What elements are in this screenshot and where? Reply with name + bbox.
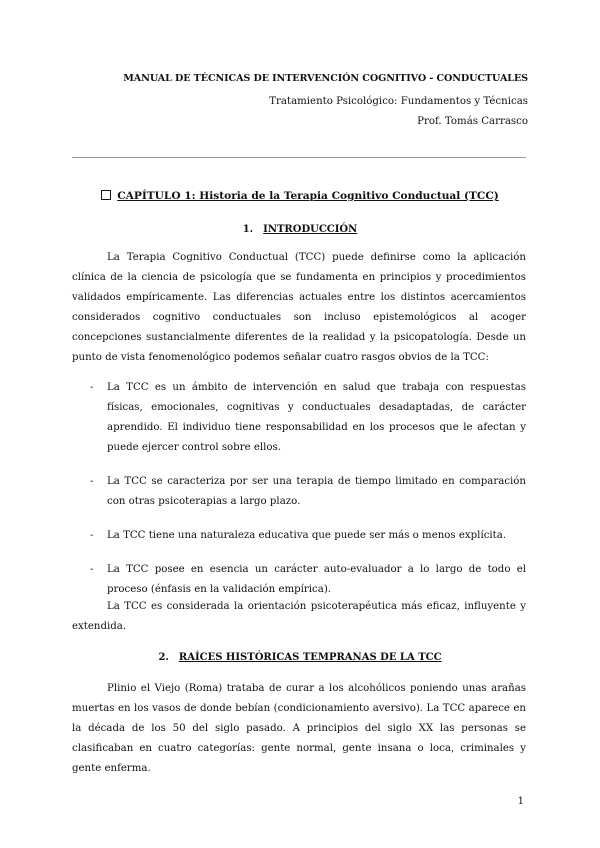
list-item-text: La TCC se caracteriza por ser una terapia de tiempo limitado en comparación con otras psicoterapias a largo plazo. xyxy=(107,476,526,507)
section-title: RAÍCES HISTÓRICAS TEMPRANAS DE LA TCC xyxy=(178,652,442,663)
dash-bullet-icon: - xyxy=(90,564,94,575)
intro-paragraph: La Terapia Cognitivo Conductual (TCC) puede definirse como la aplicación clínica de la ciencia de psicología que se fundamenta en principios y procedimientos validados empíricamente. Las diferencias actuales entre los distintos acercamientos considerados cognitivo conductuales son incluso epistemológicos al acoger concepciones sustancialmente diferentes de la realidad y la psicopatología. Desde un punto de vista fenomenológico podemos señalar cuatro rasgos obvios de la TCC: xyxy=(72,252,526,363)
history-paragraph: Plinio el Viejo (Roma) trataba de curar a los alcohólicos poniendo unas arañas muertas en los vasos de donde bebían (condicionamiento aversivo). La TCC aparece en la década de los 50 del siglo pasado. A principios del siglo XX las personas se clasificaban en cuatro categorías: gente normal, gente insana o loca, criminales y gente enferma. xyxy=(72,683,526,774)
list-item-text: La TCC posee en esencia un carácter auto-evaluador a lo largo de todo el proceso (énfasis en la validación empírica). xyxy=(107,564,526,595)
document-title: MANUAL DE TÉCNICAS DE INTERVENCIÓN COGNITIVO - CONDUCTUALES xyxy=(123,73,528,84)
list-item xyxy=(72,560,526,600)
header-divider xyxy=(72,157,526,158)
page-header xyxy=(68,72,528,132)
section-heading-introduccion xyxy=(0,224,600,235)
dash-bullet-icon: - xyxy=(90,476,94,487)
list-item-text: La TCC es un ámbito de intervención en salud que trabaja con respuestas físicas, emocionales, cognitivas y conductuales desadaptadas, de carácter aprendido. El individuo tiene responsabilidad en los procesos que le afectan y puede ejercer control sobre ellos. xyxy=(107,382,526,453)
list-item xyxy=(72,378,526,458)
document-subtitle: Tratamiento Psicológico: Fundamentos y Técnicas xyxy=(269,96,528,107)
section-number: 1. xyxy=(242,224,254,235)
section-title: INTRODUCCIÓN xyxy=(263,224,358,235)
list-item-text: La TCC tiene una naturaleza educativa que puede ser más o menos explícita. xyxy=(107,530,507,541)
page-number: 1 xyxy=(517,796,524,807)
tcc-features-list xyxy=(72,378,526,614)
section-number: 2. xyxy=(158,652,169,663)
closing-paragraph: La TCC es considerada la orientación psicoterapéutica más eficaz, influyente y extendida. xyxy=(72,601,526,632)
list-item xyxy=(72,472,526,512)
chapter-heading xyxy=(0,190,600,202)
document-author: Prof. Tomás Carrasco xyxy=(417,116,528,127)
dash-bullet-icon: - xyxy=(90,530,94,541)
chapter-title: CAPÍTULO 1: Historia de la Terapia Cognitivo Conductual (TCC) xyxy=(117,190,499,202)
checkbox-bullet-icon xyxy=(101,190,111,200)
dash-bullet-icon: - xyxy=(90,382,94,393)
section-heading-raices xyxy=(0,652,600,663)
list-item xyxy=(72,526,526,546)
